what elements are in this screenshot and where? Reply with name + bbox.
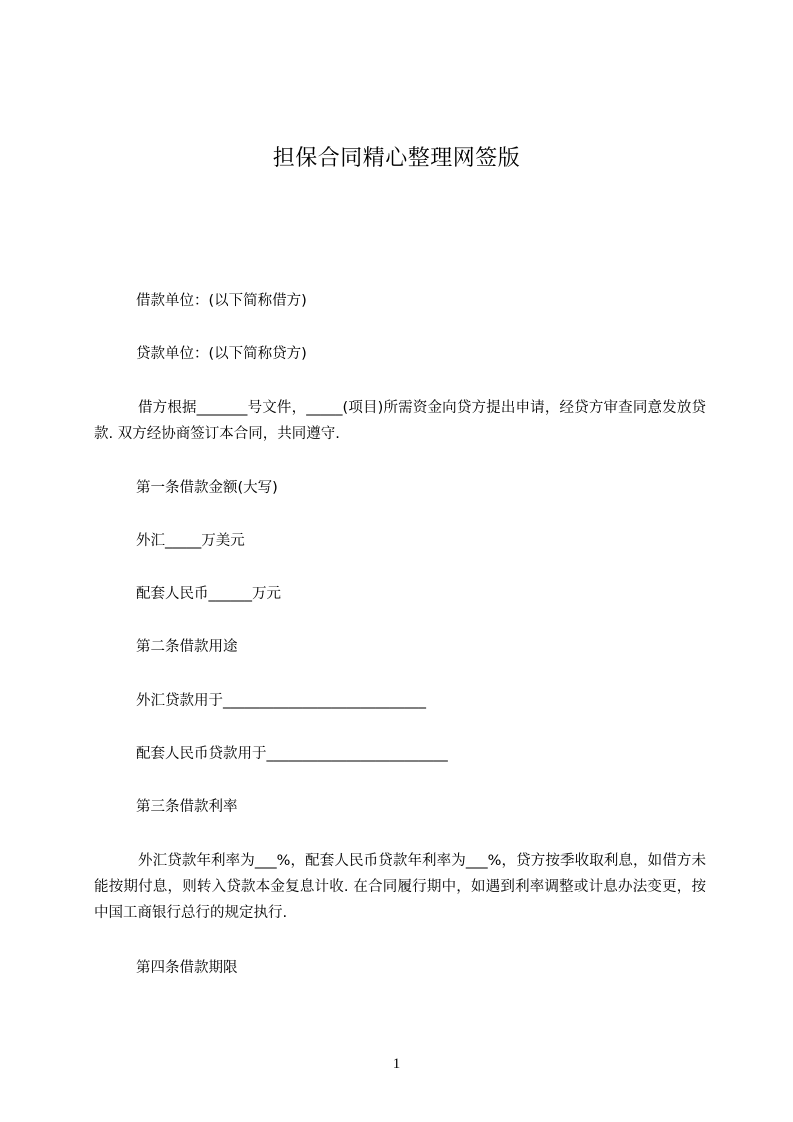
lender-line: 贷款单位：(以下简称贷方): [136, 346, 307, 362]
document-title: 担保合同精心整理网签版: [272, 146, 521, 171]
intro-paragraph: 借方根据_______号文件，_____(项目)所需资金向贷方提出申请，经贷方审查同意发放贷款. 双方经协商签订本合同，共同遵守.: [94, 400, 706, 442]
article1-foreign-line: 外汇_____万美元: [136, 533, 245, 549]
article2-foreign-line: 外汇贷款用于____________________________: [136, 693, 426, 709]
article3-heading: 第三条借款利率: [136, 799, 238, 815]
article2-heading: 第二条借款用途: [136, 639, 238, 655]
page-number: 1: [392, 1056, 401, 1072]
article1-heading: 第一条借款金额(大写): [136, 480, 278, 496]
borrower-line: 借款单位：(以下简称借方): [136, 293, 307, 309]
article2-rmb-line: 配套人民币贷款用于_________________________: [136, 746, 448, 762]
article1-rmb-line: 配套人民币______万元: [136, 586, 281, 602]
article4-heading: 第四条借款期限: [136, 960, 238, 976]
article3-paragraph: 外汇贷款年利率为___%，配套人民币贷款年利率为___%，贷方按季收取利息，如借方未能按期付息，则转入贷款本金复息计收. 在合同履行期中，如遇到利率调整或计息办法变更，按中国工商银行总行的规定执行.: [94, 853, 706, 921]
